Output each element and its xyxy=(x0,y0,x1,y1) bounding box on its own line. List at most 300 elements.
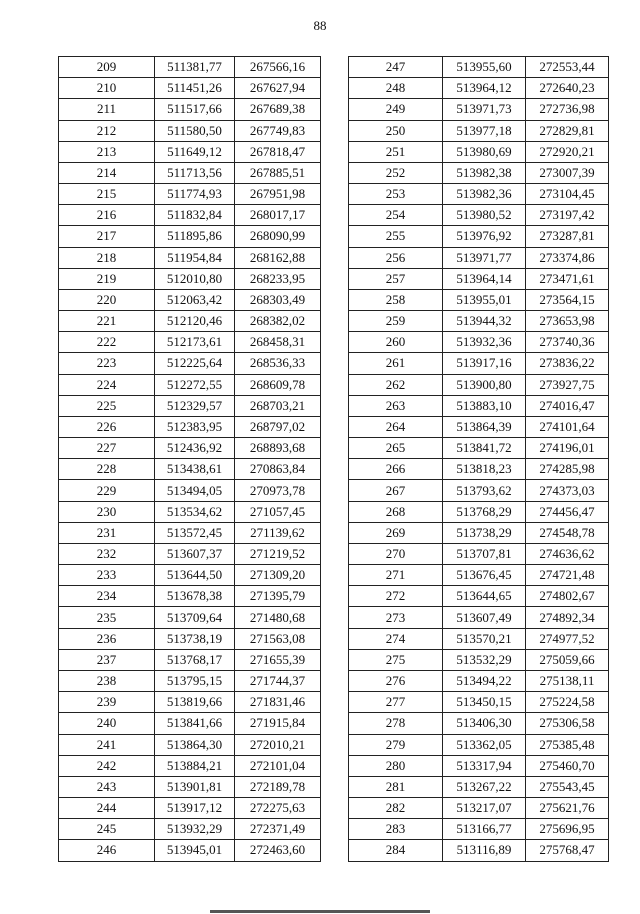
y-coordinate-cell: 275138,11 xyxy=(526,670,609,691)
x-coordinate-cell: 513980,69 xyxy=(443,141,526,162)
point-number-cell: 251 xyxy=(349,141,443,162)
y-coordinate-cell: 274373,03 xyxy=(526,480,609,501)
point-number-cell: 246 xyxy=(59,840,155,861)
x-coordinate-cell: 513901,81 xyxy=(155,776,235,797)
table-row xyxy=(349,99,609,120)
table-row xyxy=(349,840,609,861)
x-coordinate-cell: 513818,23 xyxy=(443,459,526,480)
point-number-cell: 281 xyxy=(349,776,443,797)
y-coordinate-cell: 274892,34 xyxy=(526,607,609,628)
point-number-cell: 249 xyxy=(349,99,443,120)
y-coordinate-cell: 272275,63 xyxy=(235,798,321,819)
x-coordinate-cell: 513964,12 xyxy=(443,78,526,99)
point-number-cell: 245 xyxy=(59,819,155,840)
y-coordinate-cell: 267749,83 xyxy=(235,120,321,141)
table-row xyxy=(59,374,321,395)
table-row xyxy=(349,332,609,353)
x-coordinate-cell: 513317,94 xyxy=(443,755,526,776)
x-coordinate-cell: 513932,36 xyxy=(443,332,526,353)
table-row xyxy=(349,607,609,628)
x-coordinate-cell: 511713,56 xyxy=(155,162,235,183)
table-row xyxy=(59,141,321,162)
point-number-cell: 270 xyxy=(349,543,443,564)
table-row xyxy=(59,649,321,670)
table-row xyxy=(349,501,609,522)
y-coordinate-cell: 274636,62 xyxy=(526,543,609,564)
x-coordinate-cell: 513917,16 xyxy=(443,353,526,374)
point-number-cell: 282 xyxy=(349,798,443,819)
y-coordinate-cell: 273564,15 xyxy=(526,289,609,310)
point-number-cell: 222 xyxy=(59,332,155,353)
y-coordinate-cell: 267885,51 xyxy=(235,162,321,183)
x-coordinate-cell: 511580,50 xyxy=(155,120,235,141)
table-row xyxy=(349,819,609,840)
table-row xyxy=(349,692,609,713)
table-row xyxy=(59,713,321,734)
x-coordinate-cell: 513900,80 xyxy=(443,374,526,395)
x-coordinate-cell: 511954,84 xyxy=(155,247,235,268)
x-coordinate-cell: 513944,32 xyxy=(443,311,526,332)
point-number-cell: 262 xyxy=(349,374,443,395)
x-coordinate-cell: 513976,92 xyxy=(443,226,526,247)
table-row xyxy=(349,480,609,501)
table-row xyxy=(349,628,609,649)
x-coordinate-cell: 513841,66 xyxy=(155,713,235,734)
x-coordinate-cell: 513362,05 xyxy=(443,734,526,755)
x-coordinate-cell: 513982,36 xyxy=(443,184,526,205)
x-coordinate-cell: 513406,30 xyxy=(443,713,526,734)
y-coordinate-cell: 274101,64 xyxy=(526,416,609,437)
y-coordinate-cell: 272371,49 xyxy=(235,819,321,840)
table-row xyxy=(59,607,321,628)
y-coordinate-cell: 272829,81 xyxy=(526,120,609,141)
y-coordinate-cell: 268797,02 xyxy=(235,416,321,437)
point-number-cell: 237 xyxy=(59,649,155,670)
table-row xyxy=(349,57,609,78)
x-coordinate-cell: 512329,57 xyxy=(155,395,235,416)
x-coordinate-cell: 513644,50 xyxy=(155,565,235,586)
table-row xyxy=(59,438,321,459)
table-row xyxy=(349,713,609,734)
point-number-cell: 232 xyxy=(59,543,155,564)
y-coordinate-cell: 271395,79 xyxy=(235,586,321,607)
y-coordinate-cell: 273653,98 xyxy=(526,311,609,332)
point-number-cell: 253 xyxy=(349,184,443,205)
table-row xyxy=(349,438,609,459)
y-coordinate-cell: 268233,95 xyxy=(235,268,321,289)
y-coordinate-cell: 267627,94 xyxy=(235,78,321,99)
point-number-cell: 252 xyxy=(349,162,443,183)
point-number-cell: 213 xyxy=(59,141,155,162)
y-coordinate-cell: 272101,04 xyxy=(235,755,321,776)
x-coordinate-cell: 513884,21 xyxy=(155,755,235,776)
y-coordinate-cell: 275224,58 xyxy=(526,692,609,713)
x-coordinate-cell: 513116,89 xyxy=(443,840,526,861)
table-row xyxy=(59,543,321,564)
x-coordinate-cell: 513607,37 xyxy=(155,543,235,564)
table-row xyxy=(349,522,609,543)
x-coordinate-cell: 513534,62 xyxy=(155,501,235,522)
table-row xyxy=(349,268,609,289)
x-coordinate-cell: 513532,29 xyxy=(443,649,526,670)
y-coordinate-cell: 271057,45 xyxy=(235,501,321,522)
y-coordinate-cell: 268303,49 xyxy=(235,289,321,310)
point-number-cell: 276 xyxy=(349,670,443,691)
point-number-cell: 247 xyxy=(349,57,443,78)
point-number-cell: 254 xyxy=(349,205,443,226)
x-coordinate-cell: 513166,77 xyxy=(443,819,526,840)
x-coordinate-cell: 513678,38 xyxy=(155,586,235,607)
y-coordinate-cell: 272010,21 xyxy=(235,734,321,755)
point-number-cell: 261 xyxy=(349,353,443,374)
point-number-cell: 280 xyxy=(349,755,443,776)
x-coordinate-cell: 513795,15 xyxy=(155,670,235,691)
point-number-cell: 274 xyxy=(349,628,443,649)
x-coordinate-cell: 513644,65 xyxy=(443,586,526,607)
table-row xyxy=(349,120,609,141)
x-coordinate-cell: 512173,61 xyxy=(155,332,235,353)
x-coordinate-cell: 513841,72 xyxy=(443,438,526,459)
y-coordinate-cell: 268609,78 xyxy=(235,374,321,395)
y-coordinate-cell: 275306,58 xyxy=(526,713,609,734)
point-number-cell: 220 xyxy=(59,289,155,310)
point-number-cell: 236 xyxy=(59,628,155,649)
point-number-cell: 279 xyxy=(349,734,443,755)
x-coordinate-cell: 513570,21 xyxy=(443,628,526,649)
table-row xyxy=(59,840,321,861)
table-row xyxy=(59,776,321,797)
y-coordinate-cell: 271139,62 xyxy=(235,522,321,543)
point-number-cell: 273 xyxy=(349,607,443,628)
table-row xyxy=(59,162,321,183)
y-coordinate-cell: 272920,21 xyxy=(526,141,609,162)
table-row xyxy=(59,586,321,607)
table-row xyxy=(59,734,321,755)
y-coordinate-cell: 271655,39 xyxy=(235,649,321,670)
table-row xyxy=(349,205,609,226)
table-row xyxy=(59,798,321,819)
table-row xyxy=(59,565,321,586)
y-coordinate-cell: 274016,47 xyxy=(526,395,609,416)
table-row xyxy=(349,289,609,310)
table-row xyxy=(59,480,321,501)
y-coordinate-cell: 274548,78 xyxy=(526,522,609,543)
y-coordinate-cell: 275543,45 xyxy=(526,776,609,797)
y-coordinate-cell: 274721,48 xyxy=(526,565,609,586)
point-number-cell: 219 xyxy=(59,268,155,289)
y-coordinate-cell: 273287,81 xyxy=(526,226,609,247)
y-coordinate-cell: 270973,78 xyxy=(235,480,321,501)
table-row xyxy=(59,416,321,437)
y-coordinate-cell: 272640,23 xyxy=(526,78,609,99)
table-row xyxy=(349,416,609,437)
x-coordinate-cell: 511451,26 xyxy=(155,78,235,99)
coordinates-table-right xyxy=(348,56,609,862)
table-row xyxy=(59,395,321,416)
point-number-cell: 215 xyxy=(59,184,155,205)
y-coordinate-cell: 267689,38 xyxy=(235,99,321,120)
point-number-cell: 243 xyxy=(59,776,155,797)
y-coordinate-cell: 272553,44 xyxy=(526,57,609,78)
y-coordinate-cell: 273197,42 xyxy=(526,205,609,226)
y-coordinate-cell: 273007,39 xyxy=(526,162,609,183)
x-coordinate-cell: 511895,86 xyxy=(155,226,235,247)
x-coordinate-cell: 512010,80 xyxy=(155,268,235,289)
x-coordinate-cell: 513793,62 xyxy=(443,480,526,501)
x-coordinate-cell: 513955,01 xyxy=(443,289,526,310)
y-coordinate-cell: 273740,36 xyxy=(526,332,609,353)
point-number-cell: 275 xyxy=(349,649,443,670)
point-number-cell: 256 xyxy=(349,247,443,268)
point-number-cell: 266 xyxy=(349,459,443,480)
y-coordinate-cell: 271563,08 xyxy=(235,628,321,649)
table-row xyxy=(59,205,321,226)
y-coordinate-cell: 272463,60 xyxy=(235,840,321,861)
table-row xyxy=(349,734,609,755)
x-coordinate-cell: 513945,01 xyxy=(155,840,235,861)
x-coordinate-cell: 513932,29 xyxy=(155,819,235,840)
table-row xyxy=(349,586,609,607)
point-number-cell: 221 xyxy=(59,311,155,332)
y-coordinate-cell: 274977,52 xyxy=(526,628,609,649)
point-number-cell: 271 xyxy=(349,565,443,586)
point-number-cell: 241 xyxy=(59,734,155,755)
x-coordinate-cell: 513977,18 xyxy=(443,120,526,141)
point-number-cell: 226 xyxy=(59,416,155,437)
table-row xyxy=(349,311,609,332)
y-coordinate-cell: 271915,84 xyxy=(235,713,321,734)
y-coordinate-cell: 273836,22 xyxy=(526,353,609,374)
table-row xyxy=(349,755,609,776)
y-coordinate-cell: 271831,46 xyxy=(235,692,321,713)
point-number-cell: 267 xyxy=(349,480,443,501)
point-number-cell: 239 xyxy=(59,692,155,713)
point-number-cell: 227 xyxy=(59,438,155,459)
point-number-cell: 272 xyxy=(349,586,443,607)
point-number-cell: 234 xyxy=(59,586,155,607)
y-coordinate-cell: 275059,66 xyxy=(526,649,609,670)
point-number-cell: 260 xyxy=(349,332,443,353)
table-row xyxy=(59,353,321,374)
y-coordinate-cell: 275768,47 xyxy=(526,840,609,861)
x-coordinate-cell: 512063,42 xyxy=(155,289,235,310)
y-coordinate-cell: 275696,95 xyxy=(526,819,609,840)
x-coordinate-cell: 513438,61 xyxy=(155,459,235,480)
x-coordinate-cell: 513494,22 xyxy=(443,670,526,691)
y-coordinate-cell: 268090,99 xyxy=(235,226,321,247)
table-row xyxy=(349,670,609,691)
point-number-cell: 255 xyxy=(349,226,443,247)
table-row xyxy=(349,162,609,183)
table-row xyxy=(349,649,609,670)
table-row xyxy=(59,226,321,247)
y-coordinate-cell: 274196,01 xyxy=(526,438,609,459)
x-coordinate-cell: 513964,14 xyxy=(443,268,526,289)
x-coordinate-cell: 513267,22 xyxy=(443,776,526,797)
point-number-cell: 233 xyxy=(59,565,155,586)
y-coordinate-cell: 273927,75 xyxy=(526,374,609,395)
x-coordinate-cell: 513864,39 xyxy=(443,416,526,437)
point-number-cell: 263 xyxy=(349,395,443,416)
table-row xyxy=(59,78,321,99)
point-number-cell: 264 xyxy=(349,416,443,437)
x-coordinate-cell: 513676,45 xyxy=(443,565,526,586)
y-coordinate-cell: 273104,45 xyxy=(526,184,609,205)
point-number-cell: 218 xyxy=(59,247,155,268)
y-coordinate-cell: 271309,20 xyxy=(235,565,321,586)
x-coordinate-cell: 512383,95 xyxy=(155,416,235,437)
x-coordinate-cell: 513864,30 xyxy=(155,734,235,755)
table-row xyxy=(349,141,609,162)
table-row xyxy=(349,247,609,268)
point-number-cell: 250 xyxy=(349,120,443,141)
x-coordinate-cell: 513980,52 xyxy=(443,205,526,226)
point-number-cell: 284 xyxy=(349,840,443,861)
x-coordinate-cell: 513494,05 xyxy=(155,480,235,501)
scan-edge-mark xyxy=(210,910,430,913)
x-coordinate-cell: 512120,46 xyxy=(155,311,235,332)
table-row xyxy=(59,670,321,691)
table-row xyxy=(349,776,609,797)
point-number-cell: 210 xyxy=(59,78,155,99)
table-row xyxy=(59,99,321,120)
point-number-cell: 212 xyxy=(59,120,155,141)
point-number-cell: 269 xyxy=(349,522,443,543)
x-coordinate-cell: 513709,64 xyxy=(155,607,235,628)
point-number-cell: 240 xyxy=(59,713,155,734)
table-row xyxy=(59,628,321,649)
y-coordinate-cell: 268382,02 xyxy=(235,311,321,332)
table-row xyxy=(59,459,321,480)
x-coordinate-cell: 512272,55 xyxy=(155,374,235,395)
table-body xyxy=(349,57,609,862)
y-coordinate-cell: 271219,52 xyxy=(235,543,321,564)
y-coordinate-cell: 271480,68 xyxy=(235,607,321,628)
x-coordinate-cell: 513768,17 xyxy=(155,649,235,670)
y-coordinate-cell: 275621,76 xyxy=(526,798,609,819)
x-coordinate-cell: 511832,84 xyxy=(155,205,235,226)
x-coordinate-cell: 513982,38 xyxy=(443,162,526,183)
table-row xyxy=(59,268,321,289)
point-number-cell: 214 xyxy=(59,162,155,183)
y-coordinate-cell: 272736,98 xyxy=(526,99,609,120)
y-coordinate-cell: 268162,88 xyxy=(235,247,321,268)
x-coordinate-cell: 513572,45 xyxy=(155,522,235,543)
table-row xyxy=(59,819,321,840)
point-number-cell: 238 xyxy=(59,670,155,691)
table-row xyxy=(349,353,609,374)
point-number-cell: 257 xyxy=(349,268,443,289)
x-coordinate-cell: 513738,19 xyxy=(155,628,235,649)
table-row xyxy=(349,798,609,819)
point-number-cell: 283 xyxy=(349,819,443,840)
table-row xyxy=(59,522,321,543)
table-row xyxy=(349,543,609,564)
point-number-cell: 235 xyxy=(59,607,155,628)
point-number-cell: 228 xyxy=(59,459,155,480)
y-coordinate-cell: 271744,37 xyxy=(235,670,321,691)
point-number-cell: 209 xyxy=(59,57,155,78)
y-coordinate-cell: 274456,47 xyxy=(526,501,609,522)
y-coordinate-cell: 267951,98 xyxy=(235,184,321,205)
x-coordinate-cell: 513607,49 xyxy=(443,607,526,628)
point-number-cell: 259 xyxy=(349,311,443,332)
page-number: 88 xyxy=(313,18,327,33)
x-coordinate-cell: 513971,77 xyxy=(443,247,526,268)
table-row xyxy=(59,120,321,141)
table-row xyxy=(349,395,609,416)
table-body xyxy=(59,57,321,862)
x-coordinate-cell: 513971,73 xyxy=(443,99,526,120)
table-row xyxy=(59,692,321,713)
x-coordinate-cell: 513707,81 xyxy=(443,543,526,564)
x-coordinate-cell: 511649,12 xyxy=(155,141,235,162)
table-row xyxy=(349,226,609,247)
point-number-cell: 265 xyxy=(349,438,443,459)
table-row xyxy=(59,501,321,522)
table-row xyxy=(59,247,321,268)
x-coordinate-cell: 513917,12 xyxy=(155,798,235,819)
y-coordinate-cell: 268536,33 xyxy=(235,353,321,374)
point-number-cell: 230 xyxy=(59,501,155,522)
y-coordinate-cell: 268893,68 xyxy=(235,438,321,459)
point-number-cell: 244 xyxy=(59,798,155,819)
x-coordinate-cell: 513217,07 xyxy=(443,798,526,819)
y-coordinate-cell: 267566,16 xyxy=(235,57,321,78)
y-coordinate-cell: 274285,98 xyxy=(526,459,609,480)
y-coordinate-cell: 273471,61 xyxy=(526,268,609,289)
table-row xyxy=(59,289,321,310)
table-row xyxy=(59,184,321,205)
x-coordinate-cell: 513883,10 xyxy=(443,395,526,416)
table-row xyxy=(59,311,321,332)
y-coordinate-cell: 268458,31 xyxy=(235,332,321,353)
y-coordinate-cell: 275460,70 xyxy=(526,755,609,776)
x-coordinate-cell: 512225,64 xyxy=(155,353,235,374)
point-number-cell: 216 xyxy=(59,205,155,226)
x-coordinate-cell: 513955,60 xyxy=(443,57,526,78)
y-coordinate-cell: 273374,86 xyxy=(526,247,609,268)
x-coordinate-cell: 513768,29 xyxy=(443,501,526,522)
x-coordinate-cell: 511774,93 xyxy=(155,184,235,205)
x-coordinate-cell: 513450,15 xyxy=(443,692,526,713)
table-row xyxy=(349,565,609,586)
table-row xyxy=(349,184,609,205)
coordinates-table-left xyxy=(58,56,321,862)
table-row xyxy=(59,57,321,78)
point-number-cell: 277 xyxy=(349,692,443,713)
point-number-cell: 224 xyxy=(59,374,155,395)
table-row xyxy=(349,374,609,395)
y-coordinate-cell: 268703,21 xyxy=(235,395,321,416)
point-number-cell: 278 xyxy=(349,713,443,734)
point-number-cell: 225 xyxy=(59,395,155,416)
point-number-cell: 248 xyxy=(349,78,443,99)
point-number-cell: 217 xyxy=(59,226,155,247)
point-number-cell: 268 xyxy=(349,501,443,522)
point-number-cell: 258 xyxy=(349,289,443,310)
x-coordinate-cell: 513819,66 xyxy=(155,692,235,713)
point-number-cell: 242 xyxy=(59,755,155,776)
point-number-cell: 211 xyxy=(59,99,155,120)
table-row xyxy=(59,755,321,776)
x-coordinate-cell: 511381,77 xyxy=(155,57,235,78)
x-coordinate-cell: 511517,66 xyxy=(155,99,235,120)
table-row xyxy=(349,78,609,99)
y-coordinate-cell: 272189,78 xyxy=(235,776,321,797)
x-coordinate-cell: 512436,92 xyxy=(155,438,235,459)
point-number-cell: 229 xyxy=(59,480,155,501)
